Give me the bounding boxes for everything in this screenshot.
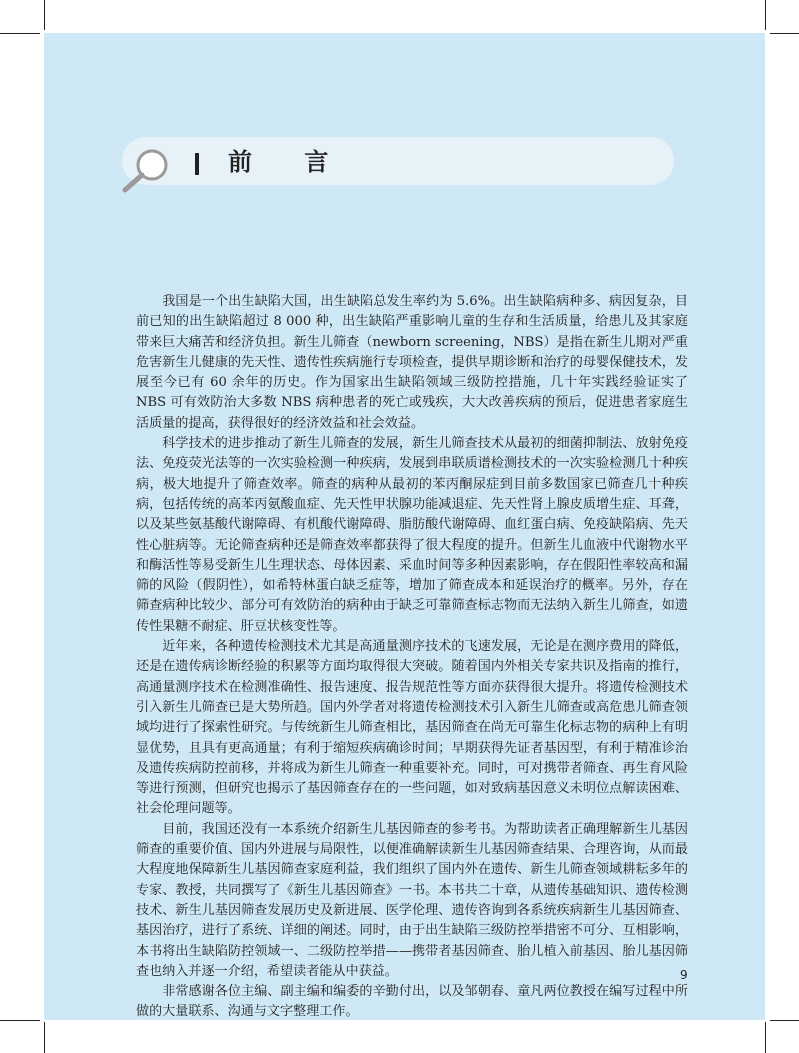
paragraph: 我国是一个出生缺陷大国，出生缺陷总发生率约为 5.6%。出生缺陷病种多、病因复杂，目前已知的出生缺陷超过 8 000 种，出生缺陷严重影响儿童的生存和生活质量，给患儿及其家庭带来巨大痛苦和经济负担。新生儿筛查（newborn screening，NBS）是指在新生儿期对严重危害新生儿健康的先天性、遗传性疾病施行专项检查，提供早期诊断和治疗的母婴保健技术，发展至今已有 60 余年的历史。作为国家出生缺陷领域三级防控措施，几十年实践经验证实了 NBS 可有效防治大多数 NBS 病种患者的死亡或残疾，大大改善疾病的预后，促进患者家庭生活质量的提高，获得很好的经济效益和社会效益。 [136, 294, 688, 431]
crop-mark [0, 33, 40, 34]
title-separator [195, 153, 199, 175]
crop-mark [770, 33, 799, 34]
title-bar [122, 137, 674, 185]
magnifier-icon [118, 145, 174, 195]
paragraph: 近年来，各种遗传检测技术尤其是高通量测序技术的飞速发展，无论是在测序费用的降低，还是在遗传病诊断经验的积累等方面均取得很大突破。随着国内外相关专家共识及指南的推行，高通量测序技术在检测准确性、报告速度、报告规范性等方面亦获得很大提升。将遗传检测技术引入新生儿筛查已是大势所趋。国内外学者对将遗传检测技术引入新生儿筛查或高危患儿筛查领域均进行了探索性研究。与传统新生儿筛查相比，基因筛查在尚无可靠生化标志物的病种上有明显优势，且具有更高通量；有利于缩短疾病确诊时间；早期获得先证者基因型，有利于精准诊治及遗传疾病防控前移，并将成为新生儿筛查一种重要补充。同时，可对携带者筛查、再生育风险等进行预测，但研究也揭示了基因筛查存在的一些问题，如对致病基因意义未明位点解读困难、社会伦理问题等。 [136, 639, 688, 817]
crop-mark [44, 1022, 45, 1053]
page-number: 9 [680, 968, 688, 982]
preface-body [136, 292, 688, 1023]
crop-mark [765, 1022, 766, 1053]
page-title: 前 言 [228, 148, 351, 176]
crop-mark [765, 0, 766, 30]
crop-mark [44, 0, 45, 30]
crop-mark [770, 1020, 799, 1021]
paragraph: 非常感谢各位主编、副主编和编委的辛勤付出，以及邹朝春、童凡两位教授在编写过程中所做的大量联系、沟通与文字整理工作。 [136, 984, 688, 1020]
paragraph: 目前，我国还没有一本系统介绍新生儿基因筛查的参考书。为帮助读者正确理解新生儿基因筛查的重要价值、国内外进展与局限性，以便准确解读新生儿基因筛查结果、合理咨询，从而最大程度地保障新生儿基因筛查家庭利益，我们组织了国内外在遗传、新生儿筛查领域耕耘多年的专家、教授，共同撰写了《新生儿基因筛查》一书。本书共二十章，从遗传基础知识、遗传检测技术、新生儿基因筛查发展历史及新进展、医学伦理、遗传咨询到各系统疾病新生儿基因筛查、基因治疗，进行了系统、详细的阐述。同时，由于出生缺陷三级防控举措密不可分、互相影响，本书将出生缺陷防控领域一、二级防控举措——携带者基因筛查、胎儿植入前基因、胎儿基因筛查也纳入并逐一介绍，希望读者能从中获益。 [136, 821, 688, 979]
paragraph: 科学技术的进步推动了新生儿筛查的发展，新生儿筛查技术从最初的细菌抑制法、放射免疫法、免疫荧光法等的一次实验检测一种疾病，发展到串联质谱检测技术的一次实验检测几十种疾病，极大地提升了筛查效率。筛查的病种从最初的苯丙酮尿症到目前多数国家已筛查几十种疾病，包括传统的高苯丙氨酸血症、先天性甲状腺功能减退症、先天性肾上腺皮质增生症、耳聋，以及某些氨基酸代谢障碍、有机酸代谢障碍、脂肪酸代谢障碍、血红蛋白病、免疫缺陷病、先天性心脏病等。无论筛查病种还是筛查效率都获得了很大程度的提升。但新生儿血液中代谢物水平和酶活性等易受新生儿生理状态、母体因素、采血时间等多种因素影响，存在假阳性率较高和漏筛的风险（假阴性），如希特林蛋白缺乏症等，增加了筛查成本和延误治疗的概率。另外，存在筛查病种比较少、部分可有效防治的病种由于缺乏可靠筛查标志物而无法纳入新生儿筛查，如遗传性果糖不耐症、肝豆状核变性等。 [136, 436, 688, 634]
crop-mark [0, 1020, 40, 1021]
